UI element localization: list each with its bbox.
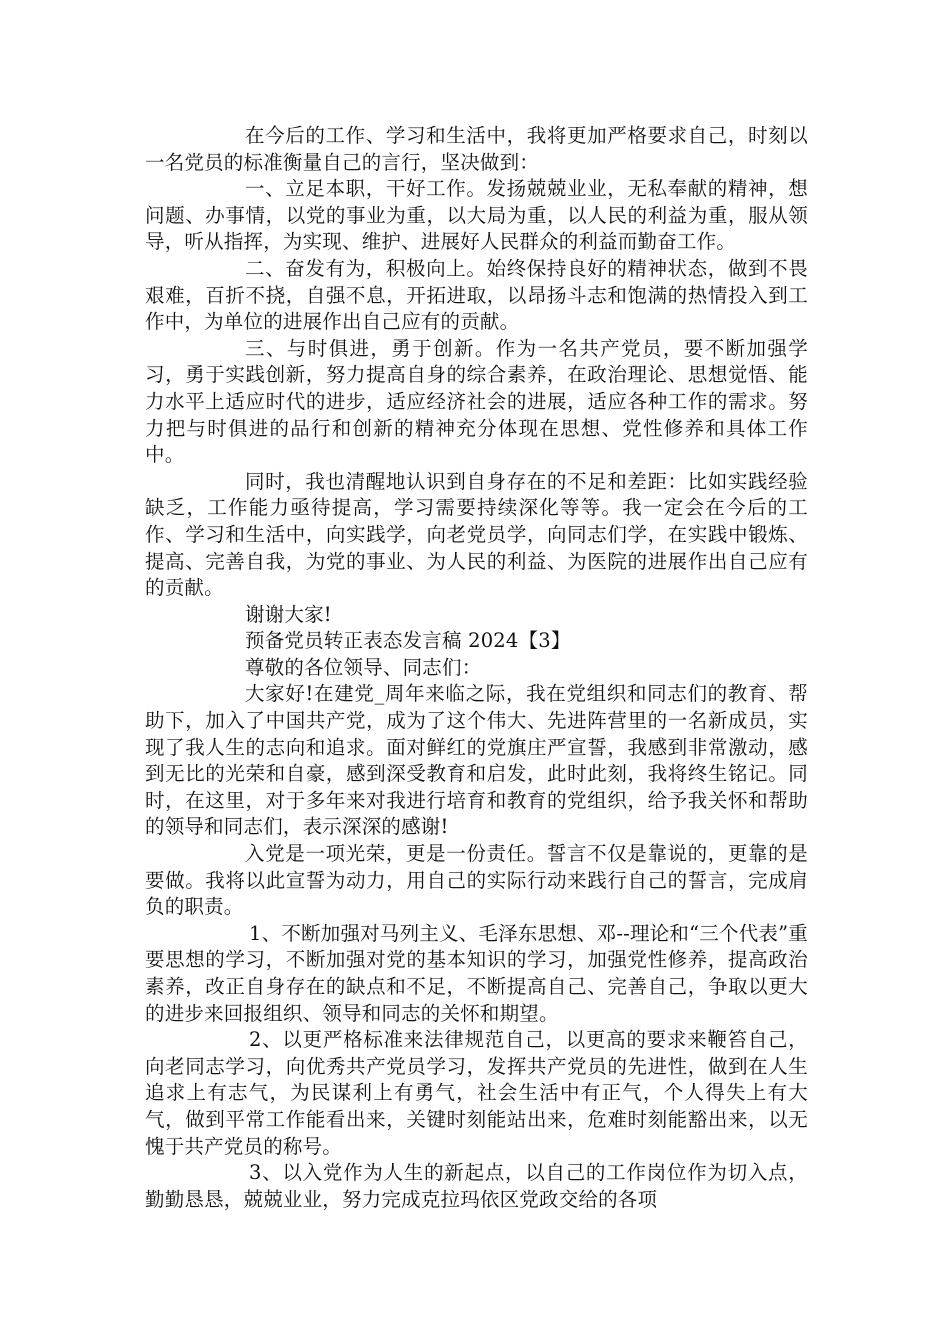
paragraph-point-two: 二、奋发有为，积极向上。始终保持良好的精神状态，做到不畏艰难，百折不挠，自强不息，开拓进取，以昂扬斗志和饱满的热情投入到工作中，为单位的进展作出自己应有的贡献。: [145, 256, 808, 334]
paragraph-item-three: 3、以入党作为人生的新起点，以自己的工作岗位作为切入点，勤勤恳恳，兢兢业业，努力完成克拉玛依区党政交给的各项: [145, 1161, 808, 1211]
salutation: 尊敬的各位领导、同志们：: [245, 655, 482, 679]
paragraph-item-two: 2、以更严格标准来法律规范自己，以更高的要求来鞭笞自己，向老同志学习，向优秀共产党员学习，发挥共产党员的先进性，做到在人生追求上有志气，为民谋利上有勇气，社会生活中有正气，个人得失上有大气，做到平常工作能看出来，关键时刻能站出来，危难时刻能豁出来，以无愧于共产党员的称号。: [145, 1028, 808, 1158]
paragraph-point-one: 一、立足本职，干好工作。发扬兢兢业业，无私奉献的精神，想问题、办事情，以党的事业为重，以大局为重，以人民的利益为重，服从领导，听从指挥，为实现、维护、进展好人民群众的利益而勤奋工作。: [145, 177, 808, 254]
section-heading: 预备党员转正表态发言稿 2024【3】: [245, 629, 571, 653]
paragraph-thanks: 谢谢大家!: [245, 602, 332, 626]
paragraph-shortcomings: 同时，我也清醒地认识到自身存在的不足和差距：比如实践经验缺乏，工作能力亟待提高，学习需要持续深化等等。我一定会在今后的工作、学习和生活中，向实践学，向老党员学，向同志们学，在实践中锻炼、提高、完善自我，为党的事业、为人民的利益、为医院的进展作出自己应有的贡献。: [145, 469, 808, 600]
paragraph-greeting: 大家好!在建党_周年来临之际，我在党组织和同志们的教育、帮助下，加入了中国共产党，成为了这个伟大、先进阵营里的一名新成员，实现了我人生的志向和追求。面对鲜红的党旗庄严宣誓，我感到非常激动，感到无比的光荣和自豪，感到深受教育和启发，此时此刻，我将终生铭记。同时，在这里，对于多年来对我进行培育和教育的党组织，给予我关怀和帮助的领导和同志们，表示深深的感谢!: [145, 682, 808, 839]
paragraph-intro: 在今后的工作、学习和生活中，我将更加严格要求自己，时刻以一名党员的标准衡量自己的言行，坚决做到：: [145, 124, 808, 174]
document-body: [145, 123, 808, 1213]
paragraph-point-three: 三、与时俱进，勇于创新。作为一名共产党员，要不断加强学习，勇于实践创新，努力提高自身的综合素养，在政治理论、思想觉悟、能力水平上适应时代的进步，适应经济社会的进展，适应各种工作的需求。努力把与时俱进的品行和创新的精神充分体现在思想、党性修养和具体工作中。: [145, 336, 808, 467]
paragraph-responsibility: 入党是一项光荣，更是一份责任。誓言不仅是靠说的，更靠的是要做。我将以此宣誓为动力，用自己的实际行动来践行自己的誓言，完成肩负的职责。: [145, 842, 808, 919]
paragraph-item-one: 1、不断加强对马列主义、毛泽东思想、邓--理论和“三个代表”重要思想的学习，不断加强对党的基本知识的学习，加强党性修养，提高政治素养，改正自身存在的缺点和不足，不断提高自己、完善自己，争取以更大的进步来回报组织、领导和同志的关怀和期望。: [145, 921, 808, 1025]
